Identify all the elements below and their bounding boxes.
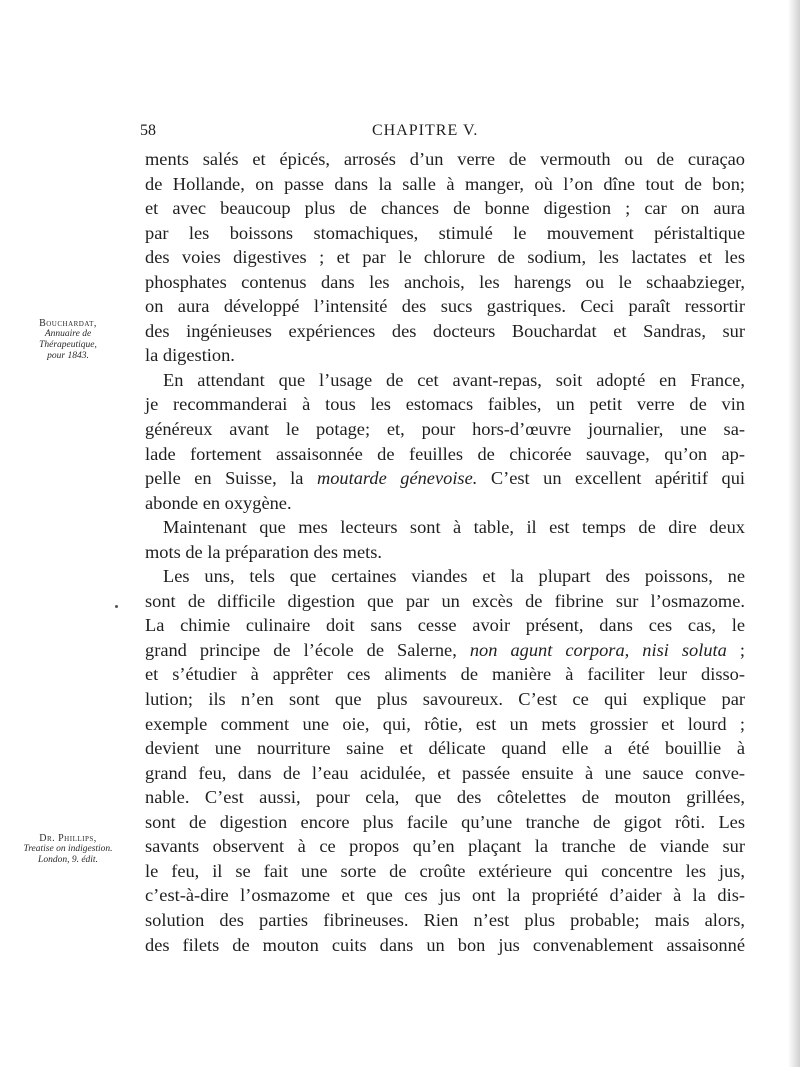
text-line: généreux avant le potage; et, pour hors-d’œuvre journalier, une sa-: [145, 419, 745, 440]
margin-note-work-line: pour 1843.: [47, 351, 89, 361]
text-line: grand feu, dans de l’eau acidulée, et passée ensuite à une sauce conve-: [145, 762, 745, 783]
text-line: La chimie culinaire doit sans cesse avoir présent, dans ces cas, le: [145, 615, 745, 636]
text-line: et s’étudier à apprêter ces aliments de manière à faciliter leur disso-: [145, 664, 745, 685]
margin-note-author: Bouchardat,: [39, 318, 97, 329]
text-line: lade fortement assaisonnée de feuilles de chicorée sauvage, qu’on ap-: [145, 443, 745, 464]
text-line: et avec beaucoup plus de chances de bonne digestion ; car on aura: [145, 198, 745, 219]
text-line: par les boissons stomachiques, stimulé le mouvement péristaltique: [145, 222, 745, 243]
page-edge-shadow: [788, 0, 800, 1067]
text-line: la digestion.: [145, 345, 235, 366]
text-line: le feu, il se fait une sorte de croûte extérieure qui concentre les jus,: [145, 860, 745, 881]
text-line: des voies digestives ; et par le chlorure de sodium, les lactates et les: [145, 247, 745, 268]
italic-phrase: moutarde génevoise.: [316, 468, 478, 489]
text-line: solution des parties fibrineuses. Rien n’est plus probable; mais alors,: [145, 909, 745, 930]
text-line: ments salés et épicés, arrosés d’un verre de vermouth ou de curaçao: [145, 149, 745, 169]
text-line: je recommanderai à tous les estomacs faibles, un petit verre de vin: [145, 394, 745, 415]
text-line: En attendant que l’usage de cet avant-repas, soit adopté en France,: [163, 369, 745, 390]
text-line: exemple comment une oie, qui, rôtie, est un mets grossier et lourd ;: [145, 713, 745, 734]
text-run: ;: [726, 639, 745, 660]
text-line: des filets de mouton cuits dans un bon jus convenablement assaisonné: [145, 934, 745, 955]
margin-note-work-line: Thérapeutique,: [39, 340, 97, 350]
text-line: de Hollande, on passe dans la salle à manger, où l’on dîne tout de bon;: [145, 173, 745, 194]
text-line: savants observent à ce propos qu’en plaçant la tranche de viande sur: [145, 836, 745, 857]
margin-note-work-line: London, 9. édit.: [38, 855, 98, 865]
text-line: Maintenant que mes lecteurs sont à table, il est temps de dire deux: [163, 517, 745, 538]
running-head: [140, 122, 740, 144]
text-run: pelle en Suisse, la: [145, 468, 317, 489]
text-line: sont de digestion encore plus facile qu’une tranche de gigot rôti. Les: [145, 811, 745, 832]
chapter-title: CHAPITRE V.: [372, 122, 479, 139]
text-line: abonde en oxygène.: [145, 492, 292, 513]
margin-note-author: Dr. Phillips,: [39, 833, 97, 844]
text-line: c’est-à-dire l’osmazome et que ces jus ont la propriété d’aider à la dis-: [145, 885, 745, 906]
print-speck: [115, 605, 118, 608]
text-line: nable. C’est aussi, pour cela, que des côtelettes de mouton grillées,: [145, 787, 745, 808]
body-text: [145, 147, 745, 957]
margin-note-work-line: Treatise on indigestion.: [23, 844, 113, 854]
text-line: [145, 466, 745, 491]
text-line: sont de difficile digestion que par un excès de fibrine sur l’osmazome.: [145, 590, 745, 611]
text-line: on aura développé l’intensité des sucs gastriques. Ceci paraît ressortir: [145, 296, 745, 317]
margin-note-bouchardat: [8, 318, 128, 362]
page-number: 58: [140, 122, 156, 139]
text-line: [145, 638, 745, 663]
text-line: Les uns, tels que certaines viandes et la plupart des poissons, ne: [163, 566, 745, 587]
text-run: grand principe de l’école de Salerne,: [145, 639, 470, 660]
italic-phrase: non agunt corpora, nisi soluta: [469, 639, 727, 660]
text-line: lution; ils n’en sont que plus savoureux. C’est ce qui explique par: [145, 689, 745, 710]
text-run: C’est un excellent apéritif qui: [477, 468, 745, 489]
margin-note-phillips: [8, 833, 128, 866]
margin-note-work-line: Annuaire de: [44, 329, 92, 339]
text-line: devient une nourriture saine et délicate quand elle a été bouillie à: [145, 738, 745, 759]
text-line: mots de la préparation des mets.: [145, 541, 382, 562]
text-line: phosphates contenus dans les anchois, les harengs ou le schaabzieger,: [145, 271, 745, 292]
text-line: des ingénieuses expériences des docteurs Bouchardat et Sandras, sur: [145, 320, 745, 341]
